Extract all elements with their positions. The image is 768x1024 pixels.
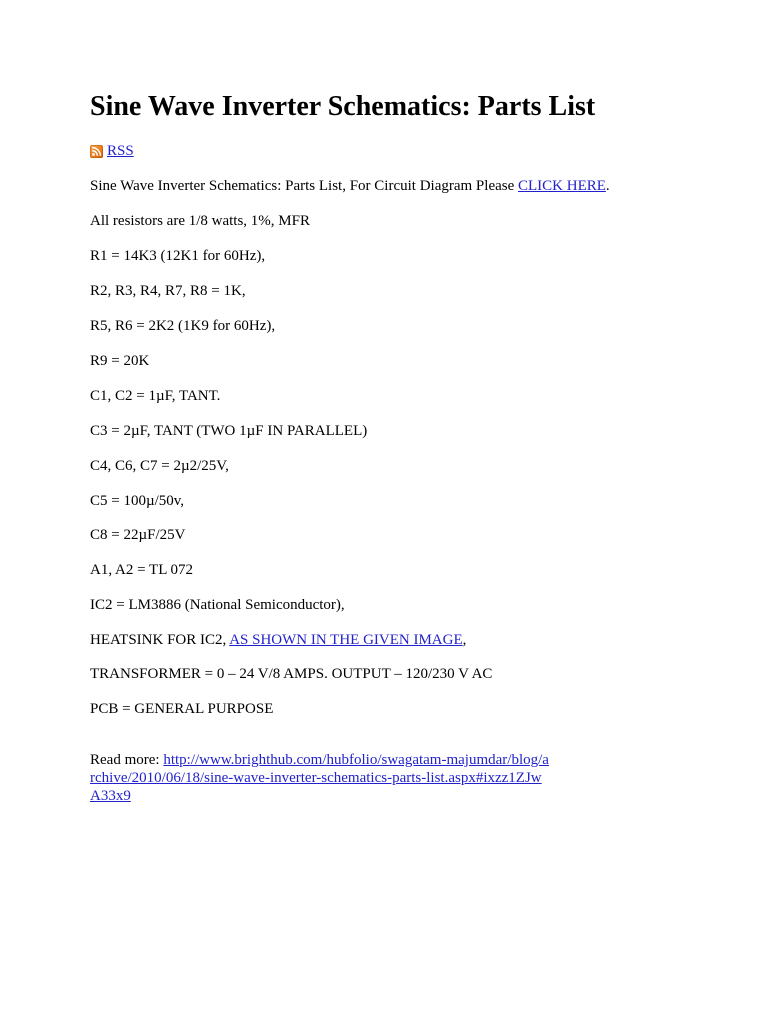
heatsink-text: HEATSINK FOR IC2, [90,632,230,648]
read-more-link[interactable]: http://www.brighthub.com/hubfolio/swagatam-majumdar/blog/archive/2010/06/18/sine-wave-inverter-schematics-parts-list.aspx#ixzz1ZJwA33x9 [90,752,549,804]
part-c3: C3 = 2µF, TANT (TWO 1µF IN PARALLEL) [90,423,368,439]
intro-suffix: . [605,178,610,194]
click-here-link[interactable]: CLICK HERE [518,178,606,194]
part-c1-c2: C1, C2 = 1µF, TANT. [90,388,221,404]
heatsink-suffix: , [462,632,467,648]
given-image-link[interactable]: AS SHOWN IN THE GIVEN IMAGE [229,632,463,648]
part-c5: C5 = 100µ/50v, [90,493,185,509]
heatsink-line [90,630,466,650]
part-r2-r8: R2, R3, R4, R7, R8 = 1K, [90,283,246,299]
read-more-label: Read more: [90,752,164,768]
part-r1: R1 = 14K3 (12K1 for 60Hz), [90,248,266,264]
part-a1-a2: A1, A2 = TL 072 [90,562,194,578]
rss-row [90,141,134,161]
resistor-note: All resistors are 1/8 watts, 1%, MFR [90,213,310,229]
rss-link[interactable]: RSS [107,143,134,159]
part-r5-r6: R5, R6 = 2K2 (1K9 for 60Hz), [90,318,276,334]
part-c8: C8 = 22µF/25V [90,527,186,543]
transformer-line: TRANSFORMER = 0 – 24 V/8 AMPS. OUTPUT – 120/230 V AC [90,666,493,682]
page-title: Sine Wave Inverter Schematics: Parts List [90,91,596,122]
read-more [90,751,550,805]
intro-text: Sine Wave Inverter Schematics: Parts List, For Circuit Diagram Please [90,178,518,194]
rss-icon[interactable] [90,145,103,158]
part-c4-c6-c7: C4, C6, C7 = 2µ2/25V, [90,458,229,474]
intro-line [90,176,610,196]
pcb-line: PCB = GENERAL PURPOSE [90,701,274,717]
part-r9: R9 = 20K [90,353,150,369]
part-ic2: IC2 = LM3886 (National Semiconductor), [90,597,345,613]
